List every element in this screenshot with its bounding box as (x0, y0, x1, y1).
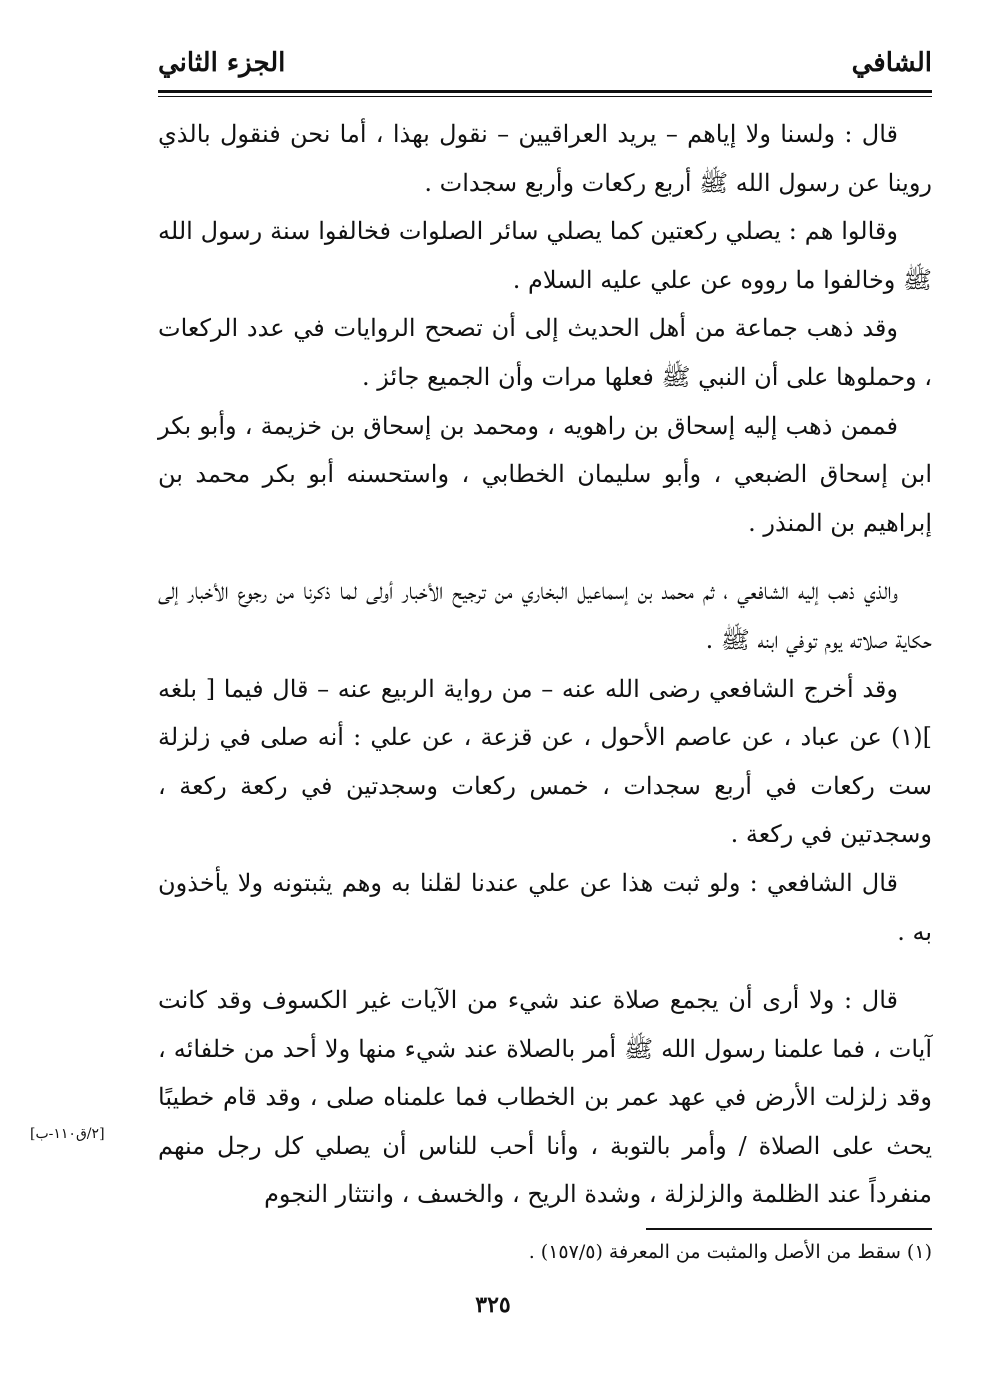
paragraph: وقد ذهب جماعة من أهل الحديث إلى أن تصحح الروايات في عدد الركعات ، وحملوها على أن النبي ﷺ فعلها مرات وأن الجميع جائز . (158, 314, 932, 391)
paragraph: وقد أخرج الشافعي رضى الله عنه – من رواية الربيع عنه – قال فيما [ بلغه ](١) عن عباد ، عن عاصم الأحول ، عن قزعة ، عن علي : أنه صلى في زلزلة ست ركعات في أربع سجدات ، خمس ركعات وسجدتين في ركعة ركعة ، وسجدتين في ركعة . (158, 674, 933, 849)
paragraph: فممن ذهب إليه إسحاق بن راهويه ، ومحمد بن إسحاق بن خزيمة ، وأبو بكر ابن إسحاق الضبعي ، وأبو سليمان الخطابي ، واستحسنه أبو بكر محمد بن إبراهيم بن المنذر . (158, 411, 932, 537)
paragraph: قال الشافعي : ولو ثبت هذا عن علي عندنا لقلنا به وهم يثبتونه ولا يأخذون به . (158, 868, 932, 946)
header-rule (158, 90, 932, 93)
main-text (158, 110, 932, 1219)
paragraph: قال : ولا أرى أن يجمع صلاة عند شيء من الآيات غير الكسوف وقد كانت آيات ، فما علمنا رسول الله ﷺ أمر بالصلاة عند شيء منها ولا أحد من خلفائه ، وقد زلزلت الأرض في عهد عمر بن الخطاب فما علمناه صلى ، وقد قام خطيبًا يحث على الصلاة / وأمر بالتوبة ، وأنا أحب للناس أن يصلي كل رجل منهم منفرداً عند الظلمة والزلزلة ، وشدة الريح ، والخسف ، وانتثار النجوم (158, 986, 932, 1209)
running-header (158, 44, 932, 88)
header-rule-thin (158, 96, 932, 97)
footnote-rule (646, 1228, 932, 1230)
paragraph: وقالوا هم : يصلي ركعتين كما يصلي سائر الصلوات فخالفوا سنة رسول الله ﷺ وخالفوا ما رووه عن علي عليه السلام . (158, 217, 932, 294)
page-number: ٣٢٥ (475, 1292, 511, 1318)
book-title: الشافي (851, 48, 932, 78)
footnote: (١) سقط من الأصل والمثبت من المعرفة (١٥٧/٥) . (528, 1241, 932, 1263)
part-title: الجزء الثاني (158, 48, 286, 78)
paragraph: والذي ذهب إليه الشافعي ، ثم محمد بن إسماعيل البخاري من ترجيح الأخبار أولى لما ذكرنا من رجوع الأخبار إلى حكاية صلاته يوم توفي ابنه ﷺ . (158, 577, 932, 654)
paragraph: قال : ولسنا ولا إياهم – يريد العراقيين – نقول بهذا ، أما نحن فنقول بالذي روينا عن رسول الله ﷺ أربع ركعات وأربع سجدات . (158, 120, 932, 197)
manuscript-margin-note: [٢/ق١١٠-ب] (30, 1126, 105, 1142)
